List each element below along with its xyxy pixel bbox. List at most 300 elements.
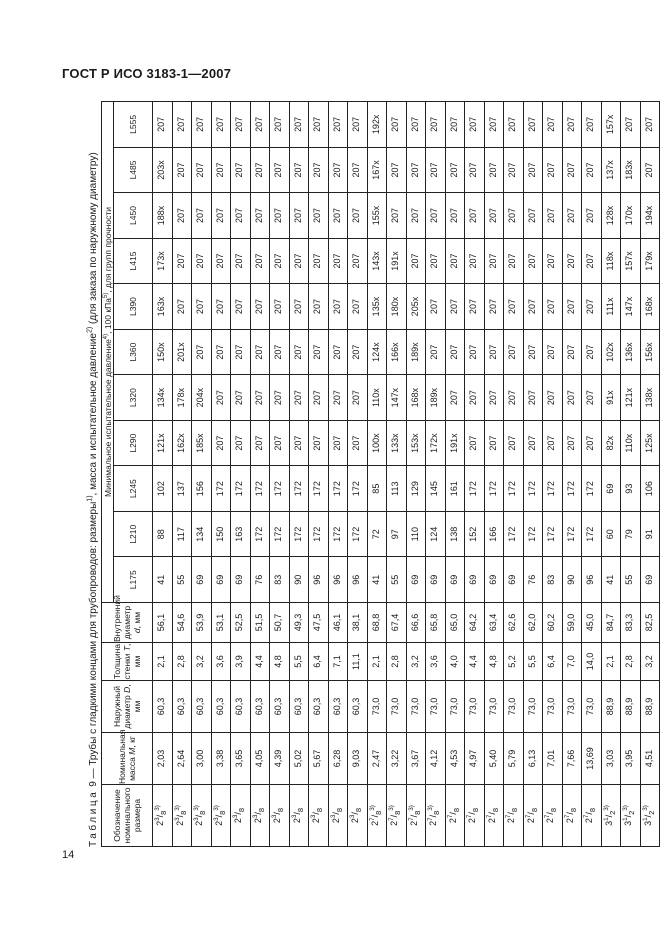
table-row: [192, 102, 212, 847]
grade-header: L210: [114, 511, 153, 557]
pressure-cell: 207: [348, 102, 368, 148]
col-header-designation: Обозначение номинального размера: [102, 785, 153, 847]
designation-cell: $2^7/_8$: [523, 785, 543, 847]
pressure-cell: 179x: [640, 238, 660, 284]
pressure-cell: 128x: [601, 193, 621, 239]
pressure-cell: 172: [504, 511, 524, 557]
inner-diameter-cell: 68,8: [367, 603, 387, 643]
pressure-cell: 207: [211, 147, 231, 193]
outer-diameter-cell: 60,3: [289, 681, 309, 733]
mass-cell: 3,03: [601, 733, 621, 785]
pressure-cell: 155x: [367, 193, 387, 239]
mass-cell: 3,22: [387, 733, 407, 785]
pressure-cell: 207: [426, 238, 446, 284]
grade-header: L415: [114, 238, 153, 284]
designation-cell: $3^1/_2^{3)}$: [621, 785, 641, 847]
pressure-cell: 189x: [406, 329, 426, 375]
inner-diameter-cell: 63,4: [484, 603, 504, 643]
mass-cell: 4,51: [640, 733, 660, 785]
outer-diameter-cell: 60,3: [192, 681, 212, 733]
outer-diameter-cell: 60,3: [250, 681, 270, 733]
col-header-mass: Номинальная масса М, кг: [102, 733, 153, 785]
pressure-cell: 106: [640, 466, 660, 512]
pressure-cell: 79: [621, 511, 641, 557]
pressure-cell: 207: [445, 238, 465, 284]
pressure-cell: 207: [211, 284, 231, 330]
pressure-cell: 157x: [621, 238, 641, 284]
pressure-cell: 207: [328, 375, 348, 421]
outer-diameter-cell: 73,0: [445, 681, 465, 733]
pressure-cell: 102: [153, 466, 173, 512]
outer-diameter-cell: 73,0: [562, 681, 582, 733]
pressure-cell: 207: [562, 193, 582, 239]
pressure-cell: 207: [270, 102, 290, 148]
table-row: [543, 102, 563, 847]
designation-cell: $2^3/_8$: [231, 785, 251, 847]
designation-cell: $2^7/_8$: [465, 785, 485, 847]
wall-cell: 4,4: [250, 643, 270, 681]
inner-diameter-cell: 56,1: [153, 603, 173, 643]
pressure-cell: 172: [270, 466, 290, 512]
col-header-inner-diameter: Внутренний диаметр d, мм: [102, 603, 153, 643]
pressure-cell: 207: [543, 284, 563, 330]
mass-cell: 4,97: [465, 733, 485, 785]
pressure-cell: 172: [562, 511, 582, 557]
pressure-cell: 191x: [387, 238, 407, 284]
pressure-cell: 207: [543, 102, 563, 148]
inner-diameter-cell: 65,8: [426, 603, 446, 643]
pressure-cell: 172: [289, 511, 309, 557]
pressure-cell: 60: [601, 511, 621, 557]
inner-diameter-cell: 66,6: [406, 603, 426, 643]
wall-cell: 14,0: [582, 643, 602, 681]
pressure-cell: 172: [328, 466, 348, 512]
pressure-cell: 203x: [153, 147, 173, 193]
pressure-cell: 207: [231, 375, 251, 421]
inner-diameter-cell: 84,7: [601, 603, 621, 643]
pressure-cell: 156x: [640, 329, 660, 375]
pressure-cell: 96: [309, 557, 329, 603]
pressure-cell: 137x: [601, 147, 621, 193]
pressure-cell: 191x: [445, 420, 465, 466]
pressure-cell: 207: [523, 375, 543, 421]
pressure-cell: 183x: [621, 147, 641, 193]
table-row: [465, 102, 485, 847]
pressure-cell: 41: [601, 557, 621, 603]
pressure-cell: 207: [562, 329, 582, 375]
designation-cell: $2^7/_8^{3)}$: [406, 785, 426, 847]
pressure-cell: 207: [250, 193, 270, 239]
pressure-cell: 69: [426, 557, 446, 603]
wall-cell: 4,8: [270, 643, 290, 681]
table-row: [445, 102, 465, 847]
wall-cell: 7,1: [328, 643, 348, 681]
pressure-cell: 135x: [367, 284, 387, 330]
pressure-cell: 180x: [387, 284, 407, 330]
mass-cell: 2,47: [367, 733, 387, 785]
pressure-cell: 207: [328, 102, 348, 148]
outer-diameter-cell: 73,0: [465, 681, 485, 733]
inner-diameter-cell: 47,5: [309, 603, 329, 643]
pressure-cell: 172: [465, 466, 485, 512]
outer-diameter-cell: 88,9: [601, 681, 621, 733]
pressure-cell: 207: [231, 284, 251, 330]
pressure-cell: 134x: [153, 375, 173, 421]
pressure-cell: 207: [484, 193, 504, 239]
table-row: [504, 102, 524, 847]
pressure-cell: 207: [445, 375, 465, 421]
pressure-cell: 172: [250, 511, 270, 557]
pressure-cell: 69: [192, 557, 212, 603]
pressure-cell: 207: [289, 147, 309, 193]
wall-cell: 3,2: [640, 643, 660, 681]
pressure-cell: 97: [387, 511, 407, 557]
pressure-cell: 207: [445, 102, 465, 148]
pressure-cell: 207: [289, 329, 309, 375]
pressure-cell: 207: [211, 238, 231, 284]
page-number: 14: [62, 849, 75, 861]
outer-diameter-cell: 73,0: [484, 681, 504, 733]
wall-cell: 5,5: [289, 643, 309, 681]
pressure-cell: 100x: [367, 420, 387, 466]
outer-diameter-cell: 73,0: [504, 681, 524, 733]
pressure-cell: 207: [465, 238, 485, 284]
pressure-cell: 201x: [172, 329, 192, 375]
outer-diameter-cell: 60,3: [231, 681, 251, 733]
inner-diameter-cell: 64,2: [465, 603, 485, 643]
pressure-cell: 72: [367, 511, 387, 557]
outer-diameter-cell: 60,3: [172, 681, 192, 733]
pressure-cell: 69: [231, 557, 251, 603]
pressure-cell: 207: [406, 238, 426, 284]
pressure-cell: 207: [211, 193, 231, 239]
pressure-cell: 207: [562, 420, 582, 466]
col-header-wall: Толщина стенки Т, мм: [102, 643, 153, 681]
pressure-cell: 207: [348, 329, 368, 375]
outer-diameter-cell: 73,0: [426, 681, 446, 733]
grade-header: L290: [114, 420, 153, 466]
pressure-cell: 207: [484, 329, 504, 375]
designation-cell: $2^3/_8^{3)}$: [153, 785, 173, 847]
outer-diameter-cell: 73,0: [543, 681, 563, 733]
mass-cell: 3,67: [406, 733, 426, 785]
table-row: [211, 102, 231, 847]
grade-header: L555: [114, 102, 153, 148]
pressure-cell: 207: [426, 193, 446, 239]
pressure-cell: 207: [445, 284, 465, 330]
table-row: [289, 102, 309, 847]
wall-cell: 6,4: [309, 643, 329, 681]
document-header: ГОСТ Р ИСО 3183-1—2007: [62, 66, 232, 81]
pressure-cell: 147x: [621, 284, 641, 330]
pressure-cell: 166x: [387, 329, 407, 375]
pressure-cell: 90: [562, 557, 582, 603]
inner-diameter-cell: 38,1: [348, 603, 368, 643]
outer-diameter-cell: 73,0: [406, 681, 426, 733]
pressure-cell: 207: [172, 102, 192, 148]
pressure-cell: 207: [270, 420, 290, 466]
pressure-cell: 157x: [601, 102, 621, 148]
pressure-cell: 207: [309, 420, 329, 466]
pressure-cell: 207: [445, 147, 465, 193]
pressure-cell: 110x: [367, 375, 387, 421]
pressure-cell: 207: [192, 102, 212, 148]
pressure-cell: 207: [465, 375, 485, 421]
pressure-cell: 207: [172, 238, 192, 284]
pressure-cell: 207: [192, 329, 212, 375]
wall-cell: 5,2: [504, 643, 524, 681]
mass-cell: 4,12: [426, 733, 446, 785]
pressure-cell: 207: [328, 238, 348, 284]
pressure-cell: 207: [504, 193, 524, 239]
pressure-cell: 153x: [406, 420, 426, 466]
pressure-cell: 110: [406, 511, 426, 557]
pressure-cell: 170x: [621, 193, 641, 239]
pressure-cell: 69: [484, 557, 504, 603]
pressure-cell: 172: [484, 466, 504, 512]
pressure-cell: 207: [348, 284, 368, 330]
wall-cell: 2,8: [621, 643, 641, 681]
designation-cell: $2^3/_8$: [250, 785, 270, 847]
pressure-cell: 83: [543, 557, 563, 603]
pressure-cell: 76: [523, 557, 543, 603]
pressure-cell: 207: [465, 284, 485, 330]
mass-cell: 5,67: [309, 733, 329, 785]
mass-cell: 13,69: [582, 733, 602, 785]
pressure-cell: 172: [309, 466, 329, 512]
pressure-cell: 207: [289, 193, 309, 239]
mass-cell: 3,95: [621, 733, 641, 785]
table-row: [406, 102, 426, 847]
pressure-cell: 207: [406, 102, 426, 148]
pressure-cell: 172: [348, 511, 368, 557]
pressure-cell: 207: [289, 375, 309, 421]
table-row: [523, 102, 543, 847]
designation-cell: $2^3/_8^{3)}$: [172, 785, 192, 847]
pressure-cell: 133x: [387, 420, 407, 466]
pressure-cell: 150: [211, 511, 231, 557]
pressure-cell: 207: [309, 102, 329, 148]
pressure-cell: 207: [348, 193, 368, 239]
pressure-cell: 207: [328, 147, 348, 193]
pressure-cell: 207: [348, 238, 368, 284]
designation-cell: $2^3/_8$: [270, 785, 290, 847]
table-row: [601, 102, 621, 847]
pressure-cell: 205x: [406, 284, 426, 330]
grade-header: L320: [114, 375, 153, 421]
pressure-cell: 207: [426, 284, 446, 330]
table-row: [562, 102, 582, 847]
pressure-cell: 207: [270, 238, 290, 284]
pressure-cell: 207: [426, 329, 446, 375]
mass-cell: 5,40: [484, 733, 504, 785]
outer-diameter-cell: 73,0: [367, 681, 387, 733]
pipe-table: [101, 101, 660, 847]
inner-diameter-cell: 54,6: [172, 603, 192, 643]
pressure-cell: 41: [367, 557, 387, 603]
designation-cell: $2^7/_8$: [543, 785, 563, 847]
pressure-cell: 69: [504, 557, 524, 603]
pressure-cell: 207: [406, 193, 426, 239]
pressure-cell: 172: [543, 511, 563, 557]
col-header-pressure-group: Минимальное испытательное давление$^{4)}$, 100 кПа$^{5)}$, для групп прочности: [102, 102, 114, 603]
mass-cell: 7,66: [562, 733, 582, 785]
pressure-cell: 194x: [640, 193, 660, 239]
pressure-cell: 172: [504, 466, 524, 512]
pressure-cell: 166: [484, 511, 504, 557]
designation-cell: $2^7/_8$: [582, 785, 602, 847]
table-row: [172, 102, 192, 847]
wall-cell: 3,2: [406, 643, 426, 681]
pressure-cell: 207: [231, 238, 251, 284]
pressure-cell: 207: [465, 147, 485, 193]
pressure-cell: 207: [582, 284, 602, 330]
inner-diameter-cell: 50,7: [270, 603, 290, 643]
inner-diameter-cell: 62,0: [523, 603, 543, 643]
pressure-cell: 172: [582, 466, 602, 512]
table-row: [484, 102, 504, 847]
pressure-cell: 207: [387, 193, 407, 239]
wall-cell: 2,1: [601, 643, 621, 681]
inner-diameter-cell: 62,6: [504, 603, 524, 643]
pressure-cell: 168x: [406, 375, 426, 421]
designation-cell: $2^7/_8$: [562, 785, 582, 847]
pressure-cell: 207: [231, 329, 251, 375]
pressure-cell: 207: [484, 238, 504, 284]
pressure-cell: 82x: [601, 420, 621, 466]
pressure-cell: 207: [172, 193, 192, 239]
inner-diameter-cell: 59,0: [562, 603, 582, 643]
inner-diameter-cell: 82,5: [640, 603, 660, 643]
wall-cell: 2,8: [387, 643, 407, 681]
pressure-cell: 207: [465, 102, 485, 148]
wall-cell: 2,8: [172, 643, 192, 681]
pressure-cell: 207: [640, 102, 660, 148]
pressure-cell: 207: [504, 102, 524, 148]
pressure-cell: 207: [309, 375, 329, 421]
wall-cell: 3,2: [192, 643, 212, 681]
table-row: [621, 102, 641, 847]
pressure-cell: 207: [582, 238, 602, 284]
mass-cell: 5,02: [289, 733, 309, 785]
pressure-cell: 136x: [621, 329, 641, 375]
table-row: [270, 102, 290, 847]
pressure-cell: 110x: [621, 420, 641, 466]
pressure-cell: 207: [309, 284, 329, 330]
pressure-cell: 207: [250, 284, 270, 330]
pressure-cell: 207: [231, 147, 251, 193]
mass-cell: 5,79: [504, 733, 524, 785]
wall-cell: 4,8: [484, 643, 504, 681]
pressure-cell: 207: [484, 284, 504, 330]
pressure-cell: 69: [465, 557, 485, 603]
pressure-cell: 143x: [367, 238, 387, 284]
inner-diameter-cell: 45,0: [582, 603, 602, 643]
pressure-cell: 102x: [601, 329, 621, 375]
pressure-cell: 207: [504, 147, 524, 193]
pressure-cell: 173x: [153, 238, 173, 284]
table-row: [387, 102, 407, 847]
pressure-cell: 41: [153, 557, 173, 603]
pressure-cell: 207: [250, 102, 270, 148]
pressure-cell: 69: [445, 557, 465, 603]
pressure-cell: 172: [523, 466, 543, 512]
pressure-cell: 207: [289, 238, 309, 284]
pressure-cell: 156: [192, 466, 212, 512]
pressure-cell: 90: [289, 557, 309, 603]
pressure-cell: 189x: [426, 375, 446, 421]
grade-header: L175: [114, 557, 153, 603]
pressure-cell: 207: [309, 147, 329, 193]
designation-cell: $2^7/_8$: [504, 785, 524, 847]
inner-diameter-cell: 65,0: [445, 603, 465, 643]
pressure-cell: 145: [426, 466, 446, 512]
pressure-cell: 69: [601, 466, 621, 512]
table-row: [328, 102, 348, 847]
wall-cell: 6,4: [543, 643, 563, 681]
outer-diameter-cell: 88,9: [621, 681, 641, 733]
pressure-cell: 207: [250, 147, 270, 193]
designation-cell: $2^7/_8^{3)}$: [367, 785, 387, 847]
pressure-cell: 129: [406, 466, 426, 512]
pressure-cell: 152: [465, 511, 485, 557]
pressure-cell: 207: [172, 284, 192, 330]
pressure-cell: 207: [328, 420, 348, 466]
outer-diameter-cell: 73,0: [523, 681, 543, 733]
mass-cell: 6,13: [523, 733, 543, 785]
inner-diameter-cell: 49,3: [289, 603, 309, 643]
pressure-cell: 207: [523, 284, 543, 330]
pressure-cell: 134: [192, 511, 212, 557]
pressure-cell: 207: [523, 102, 543, 148]
pressure-cell: 138: [445, 511, 465, 557]
pressure-cell: 172: [328, 511, 348, 557]
wall-cell: 4,0: [445, 643, 465, 681]
pressure-cell: 55: [387, 557, 407, 603]
col-header-outer-diameter: Наружный диаметр D, мм: [102, 681, 153, 733]
table-row: [367, 102, 387, 847]
pressure-cell: 172: [543, 466, 563, 512]
pressure-cell: 113: [387, 466, 407, 512]
pressure-cell: 207: [387, 147, 407, 193]
pressure-cell: 207: [270, 193, 290, 239]
pressure-cell: 207: [192, 193, 212, 239]
grade-header: L245: [114, 466, 153, 512]
pressure-cell: 69: [406, 557, 426, 603]
mass-cell: 2,03: [153, 733, 173, 785]
pressure-cell: 207: [231, 102, 251, 148]
wall-cell: 2,1: [367, 643, 387, 681]
table-row: [426, 102, 446, 847]
outer-diameter-cell: 60,3: [211, 681, 231, 733]
pressure-cell: 124x: [367, 329, 387, 375]
pressure-cell: 207: [231, 193, 251, 239]
grade-header: L360: [114, 329, 153, 375]
inner-diameter-cell: 83,3: [621, 603, 641, 643]
pressure-cell: 111x: [601, 284, 621, 330]
pressure-cell: 207: [328, 284, 348, 330]
pressure-cell: 207: [309, 238, 329, 284]
pressure-cell: 69: [640, 557, 660, 603]
table-body: [153, 102, 660, 847]
designation-cell: $2^3/_8$: [328, 785, 348, 847]
pressure-cell: 207: [562, 238, 582, 284]
pressure-cell: 207: [445, 193, 465, 239]
pressure-cell: 118x: [601, 238, 621, 284]
wall-cell: 4,4: [465, 643, 485, 681]
mass-cell: 4,39: [270, 733, 290, 785]
pressure-cell: 207: [348, 375, 368, 421]
